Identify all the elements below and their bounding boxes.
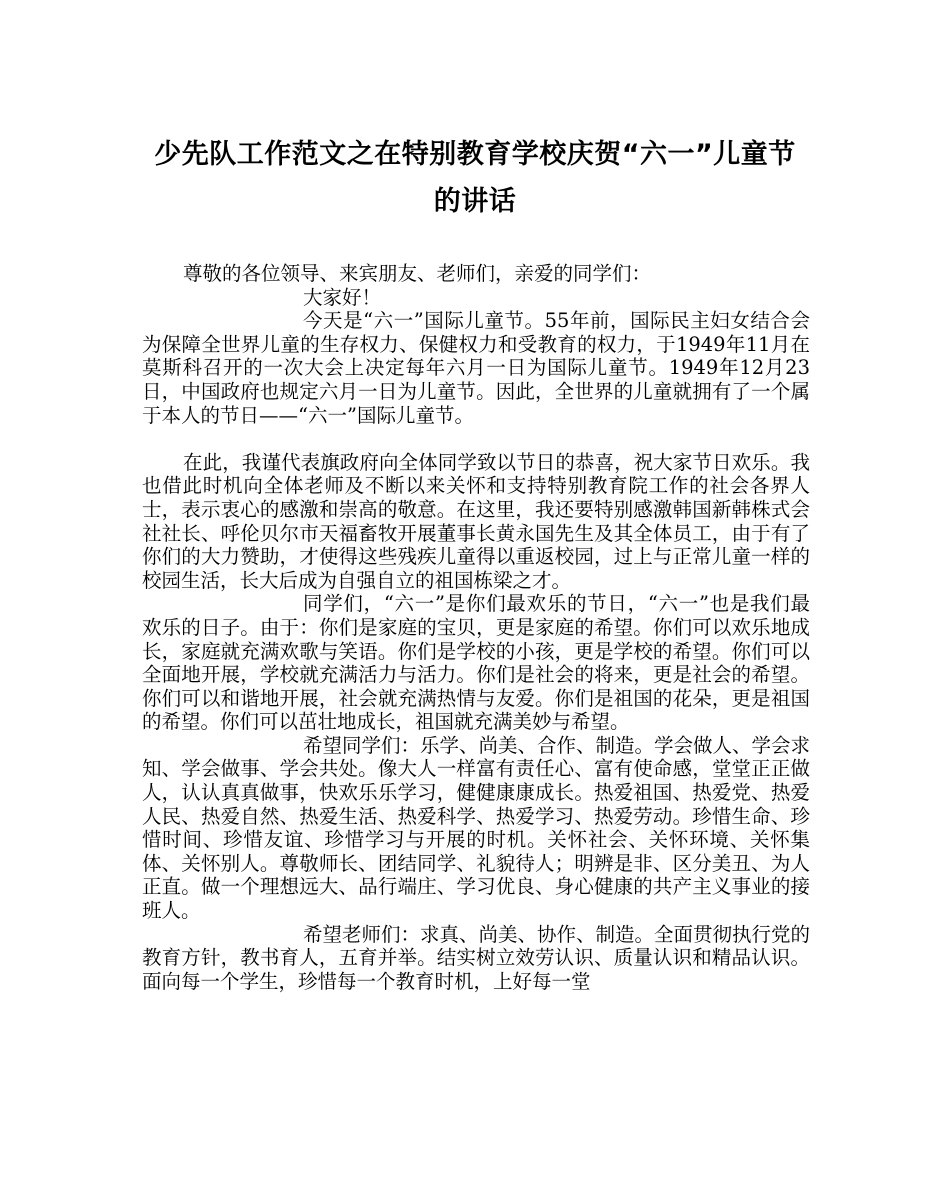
title-line-1: 少先队工作范文之在特别教育学校庆贺“六一”儿童节 [154,139,796,170]
paragraph-hope-teachers: 希望老师们：求真、尚美、协作、制造。全面贯彻执行党的教育方针，教书育人，五育并举。结实树立效劳认识、质量认识和精品认识。面向每一个学生，珍惜每一个教育时机，上好每一堂 [142,922,811,993]
paragraph-students-hope: 同学们，“六一”是你们最欢乐的节日，“六一”也是我们最欢乐的日子。由于：你们是家庭的宝贝，更是家庭的希望。你们可以欢乐地成长，家庭就充满欢歌与笑语。你们是学校的小孩，更是学校的希望。你们可以全面地开展，学校就充满活力与活力。你们是社会的将来，更是社会的希望。你们可以和谐地开展，社会就充满热情与友爱。你们是祖国的花朵，更是祖国的希望。你们可以茁壮地成长，祖国就充满美妙与希望。 [142,592,810,734]
document-body [142,262,810,993]
paragraph-hope-students: 希望同学们：乐学、尚美、合作、制造。学会做人、学会求知、学会做事、学会共处。像大人一样富有责任心、富有使命感，堂堂正正做人，认认真真做事，快欢乐乐学习，健健康康成长。热爱祖国、热爱党、热爱人民、热爱自然、热爱生活、热爱科学、热爱学习、热爱劳动。珍惜生命、珍惜时间、珍惜友谊、珍惜学习与开展的时机。关怀社会、关怀环境、关怀集体、关怀别人。尊敬师长、团结同学、礼貌待人；明辨是非、区分美丑、为人正直。做一个理想远大、品行端庄、学习优良、身心健康的共产主义事业的接班人。 [142,733,811,923]
paragraph-thanks: 在此，我谨代表旗政府向全体同学致以节日的恭喜，祝大家节日欢乐。我也借此时机向全体老师及不断以来关怀和支持特别教育院工作的社会各界人士，表示衷心的感激和崇高的敬意。在这里，我还要特别感激韩国新韩株式会社社长、呼伦贝尔市天福畜牧开展董事长黄永国先生及其全体员工，由于有了你们的大力赞助，才使得这些残疾儿童得以重返校园，过上与正常儿童一样的校园生活，长大后成为自强自立的祖国栋梁之才。 [142,450,810,592]
paragraph-childrens-day-history: 今天是“六一”国际儿童节。55年前，国际民主妇女结合会为保障全世界儿童的生存权力、保健权力和受教育的权力，于1949年11月在莫斯科召开的一次大会上决定每年六月一日为国际儿童节。1949年12月23日，中国政府也规定六月一日为儿童节。因此，全世界的儿童就拥有了一个属于本人的节日——“六一”国际儿童节。 [142,309,810,427]
greeting: 尊敬的各位领导、来宾朋友、老师们，亲爱的同学们： [183,262,652,285]
title-line-2: 的讲话 [433,186,517,217]
document-title [120,131,830,225]
hello-line: 大家好！ [303,285,382,309]
paragraph-gap [142,427,810,451]
